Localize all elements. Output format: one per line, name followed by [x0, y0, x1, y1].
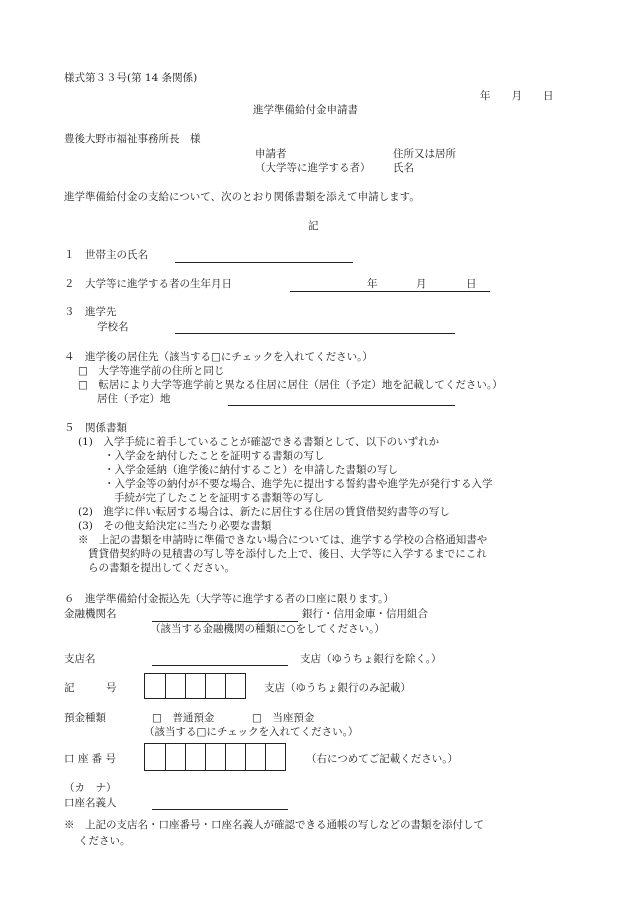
kana-label: （カ ナ）: [64, 782, 117, 794]
symbol-suffix: 支店（ゆうちょ銀行のみ記載）: [264, 682, 411, 694]
account-number-box[interactable]: [144, 743, 286, 771]
account-cell-divider: [205, 744, 206, 770]
birthdate-month: 月: [416, 278, 427, 290]
applicant-label-sub: （大学等に進学する者）: [255, 162, 371, 174]
docs-sub1: (1) 入学手続に着手していることが確認できる書類として、以下のいずれか: [78, 436, 440, 448]
school-name-line[interactable]: [175, 333, 455, 334]
docs-sub3: (3) その他支給決定に当たり必要な書類: [78, 520, 272, 532]
item2-label: ２ 大学等に進学する者の生年月日: [64, 278, 232, 290]
docs-sub1b: ・入学金延納（進学後に納付すること）を申請した書類の写し: [104, 464, 398, 476]
branch-name-line[interactable]: [152, 665, 288, 666]
symbol-cell-divider: [225, 674, 226, 698]
deposit-label: 預金種類: [64, 712, 106, 724]
item4-label: ４ 進学後の居住先（該当する□にチェックを入れてください。）: [64, 351, 373, 363]
branch-label: 支店名: [64, 653, 96, 665]
account-cell-divider: [185, 744, 186, 770]
deposit-current-option[interactable]: □ 当座預金: [252, 712, 315, 724]
account-note: （右につめてご記載ください。）: [306, 753, 459, 765]
account-cell-divider: [225, 744, 226, 770]
addressee: 豊後大野市福祉事務所長 様: [64, 133, 201, 145]
bank-label: 金融機関名: [64, 608, 117, 620]
item1-label: １ 世帯主の氏名: [64, 249, 148, 261]
name-label: 氏名: [393, 162, 414, 174]
docs-note-line3: らの書類を提出してください。: [88, 562, 235, 574]
docs-sub1c-line1: ・入学金等の納付が不要な場合、進学先に提出する誓約書や進学先が発行する入学: [104, 478, 493, 490]
final-note-line1: ※ 上記の支店名・口座番号・口座名義人が確認できる通帳の写しなどの書類を添付して: [64, 819, 484, 831]
holder-name-line[interactable]: [152, 809, 288, 810]
deposit-note: （該当する□にチェックを入れてください。）: [144, 726, 359, 738]
account-cell-divider: [245, 744, 246, 770]
form-number: 様式第３３号(第 14 条関係): [64, 72, 198, 84]
item6-label: ６ 進学準備給付金振込先（大学等に進学する者の口座に限ります。）: [64, 593, 394, 605]
householder-name-line[interactable]: [175, 262, 353, 263]
symbol-input-box[interactable]: [144, 673, 246, 699]
applicant-label: 申請者: [255, 148, 287, 160]
docs-sub1c-line2: 手続が完了したことを証明する書類等の写し: [114, 492, 324, 504]
docs-sub1a: ・入学金を納付したことを証明する書類の写し: [104, 450, 325, 462]
residence-option-new[interactable]: □ 転居により大学等進学前と異なる住居に居住（居住（予定）地を記載してください。）: [78, 379, 503, 391]
address-label: 住所又は居所: [393, 148, 456, 160]
final-note-line2: ください。: [78, 835, 131, 847]
intro-text: 進学準備給付金の支給について、次のとおり関係書類を添えて申請します。: [64, 191, 420, 203]
page-title: 進学準備給付金申請書: [253, 104, 358, 116]
deposit-ordinary-option[interactable]: □ 普通預金: [152, 712, 215, 724]
symbol-label: 記 号: [64, 682, 117, 694]
residence-label: 居住（予定）地: [97, 393, 171, 405]
bank-types: 銀行・信用金庫・信用組合: [302, 608, 428, 620]
school-label: 学校名: [97, 321, 129, 333]
account-cell-divider: [265, 744, 266, 770]
item3-label: ３ 進学先: [64, 306, 117, 318]
account-label: 口 座 番 号: [64, 753, 117, 765]
birthdate-line[interactable]: [290, 291, 490, 292]
docs-sub2: (2) 進学に伴い転居する場合は、新たに居住する住居の賃貸借契約書等の写し: [78, 506, 450, 518]
residence-option-same[interactable]: □ 大学等進学前の住所と同じ: [78, 365, 225, 377]
ki-heading: 記: [308, 220, 319, 232]
symbol-cell-divider: [205, 674, 206, 698]
bank-name-line[interactable]: [152, 621, 298, 622]
docs-note-line1: ※ 上記の書類を申請時に準備できない場合については、進学する学校の合格通知書や: [78, 534, 488, 546]
item5-label: ５ 関係書類: [64, 422, 127, 434]
docs-note-line2: 賃貸借契約時の見積書の写し等を添付した上で、後日、大学等に入学するまでにこれ: [88, 548, 487, 560]
date-line: 年 月 日: [480, 90, 554, 102]
branch-suffix: 支店（ゆうちょ銀行を除く。）: [300, 653, 442, 665]
birthdate-day: 日: [466, 278, 477, 290]
birthdate-year: 年: [367, 278, 378, 290]
holder-label: 口座名義人: [64, 797, 117, 809]
symbol-cell-divider: [185, 674, 186, 698]
symbol-cell-divider: [165, 674, 166, 698]
residence-line[interactable]: [228, 405, 455, 406]
account-cell-divider: [165, 744, 166, 770]
bank-note: （該当する金融機関の種類に○をしてください。）: [150, 623, 385, 635]
